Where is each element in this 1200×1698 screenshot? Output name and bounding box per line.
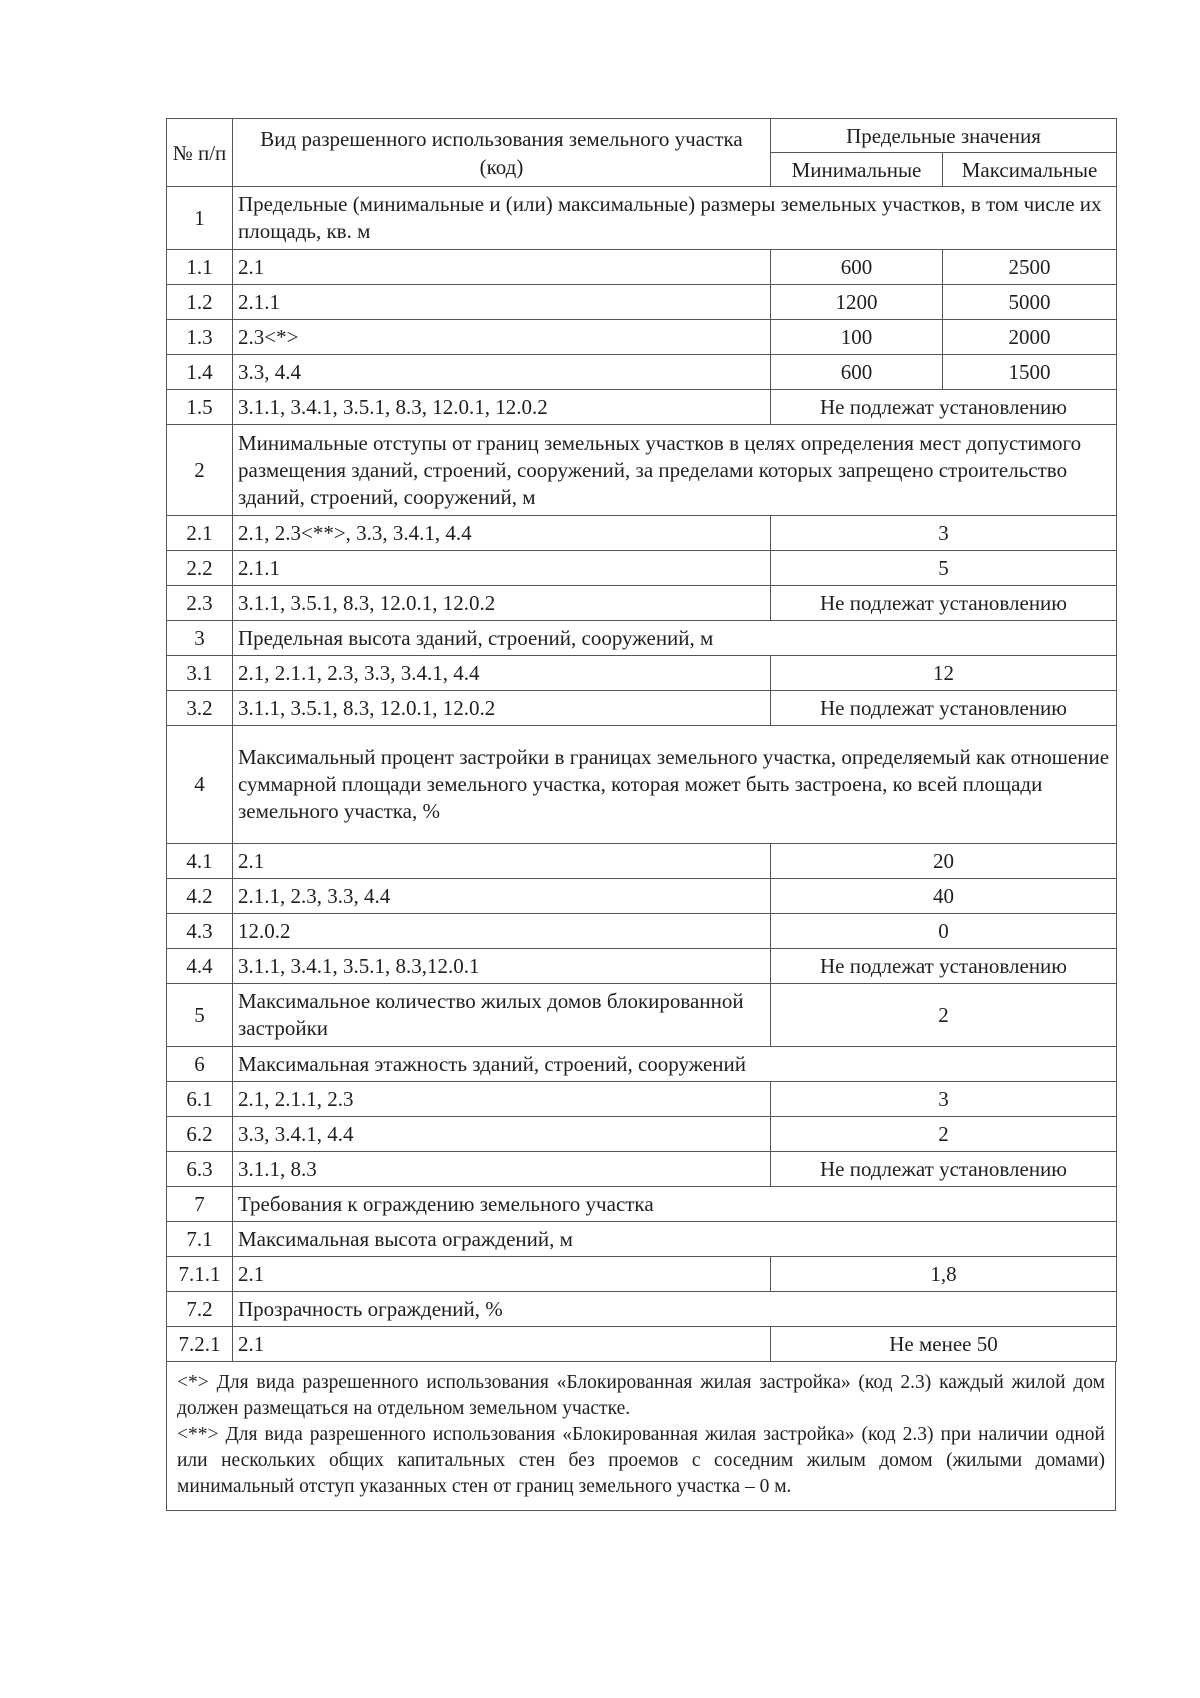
- section-title: Требования к ограждению земельного участка: [233, 1187, 1117, 1222]
- table-row: [167, 949, 1117, 984]
- table-row: [167, 1117, 1117, 1152]
- usage-code: 2.1, 2.1.1, 2.3: [233, 1082, 771, 1117]
- limit-value: 2: [771, 1117, 1117, 1152]
- max-value: 2500: [943, 250, 1117, 285]
- limit-value: Не подлежат установлению: [771, 390, 1117, 425]
- limit-value: 40: [771, 879, 1117, 914]
- usage-code: 2.1.1, 2.3, 3.3, 4.4: [233, 879, 771, 914]
- usage-code: 3.1.1, 3.5.1, 8.3, 12.0.1, 12.0.2: [233, 691, 771, 726]
- table-row: [167, 355, 1117, 390]
- row-number: 3.2: [167, 691, 233, 726]
- max-value: 2000: [943, 320, 1117, 355]
- table-row: [167, 914, 1117, 949]
- footnotes: [166, 1362, 1116, 1511]
- limit-value: Не подлежат установлению: [771, 1152, 1117, 1187]
- table-row: [167, 250, 1117, 285]
- section-title: Предельные (минимальные и (или) максимальные) размеры земельных участков, в том числе их площадь, кв. м: [233, 187, 1117, 250]
- table-row: [167, 1257, 1117, 1292]
- row-number: 1.5: [167, 390, 233, 425]
- max-value: 5000: [943, 285, 1117, 320]
- table-row: [167, 726, 1117, 844]
- usage-code: 2.1.1: [233, 285, 771, 320]
- row-number: 2: [167, 425, 233, 516]
- row-number: 6.2: [167, 1117, 233, 1152]
- row-number: 7.1: [167, 1222, 233, 1257]
- usage-code: 3.1.1, 3.4.1, 3.5.1, 8.3,12.0.1: [233, 949, 771, 984]
- limits-table: [166, 118, 1117, 1362]
- usage-code: 2.3<*>: [233, 320, 771, 355]
- table-row: [167, 1327, 1117, 1362]
- section-title: Максимальная этажность зданий, строений, сооружений: [233, 1047, 1117, 1082]
- limit-value: Не подлежат установлению: [771, 949, 1117, 984]
- max-value: 1500: [943, 355, 1117, 390]
- usage-code: 3.1.1, 8.3: [233, 1152, 771, 1187]
- row-number: 1.4: [167, 355, 233, 390]
- limit-value: 3: [771, 1082, 1117, 1117]
- table-row: [167, 1082, 1117, 1117]
- table-row: [167, 691, 1117, 726]
- section-title: Минимальные отступы от границ земельных участков в целях определения мест допустимого размещения зданий, строений, сооружений, за пределами которых запрещено строительство зданий, строений, сооружений, м: [233, 425, 1117, 516]
- table-row: [167, 390, 1117, 425]
- usage-code: 2.1: [233, 1257, 771, 1292]
- table-header-row: [167, 119, 1117, 153]
- row-number: 2.2: [167, 551, 233, 586]
- table-row: [167, 879, 1117, 914]
- table-row: [167, 621, 1117, 656]
- row-number: 5: [167, 984, 233, 1047]
- usage-code: 3.1.1, 3.5.1, 8.3, 12.0.1, 12.0.2: [233, 586, 771, 621]
- row-number: 7.1.1: [167, 1257, 233, 1292]
- row-number: 6.1: [167, 1082, 233, 1117]
- limit-value: 20: [771, 844, 1117, 879]
- row-number: 2.3: [167, 586, 233, 621]
- min-value: 1200: [771, 285, 943, 320]
- row-number: 1: [167, 187, 233, 250]
- section-title: Максимальная высота ограждений, м: [233, 1222, 1117, 1257]
- table-row: [167, 1152, 1117, 1187]
- header-max: Максимальные: [943, 153, 1117, 187]
- row-number: 7.2: [167, 1292, 233, 1327]
- table-row: [167, 656, 1117, 691]
- header-limit-values: Предельные значения: [771, 119, 1117, 153]
- row-number: 4: [167, 726, 233, 844]
- row-number: 4.2: [167, 879, 233, 914]
- table-row: [167, 1187, 1117, 1222]
- table-row: [167, 187, 1117, 250]
- table-row: [167, 1047, 1117, 1082]
- row-number: 7: [167, 1187, 233, 1222]
- usage-code: 2.1, 2.3<**>, 3.3, 3.4.1, 4.4: [233, 516, 771, 551]
- row-number: 7.2.1: [167, 1327, 233, 1362]
- table-row: [167, 844, 1117, 879]
- row-number: 1.2: [167, 285, 233, 320]
- row-number: 1.3: [167, 320, 233, 355]
- usage-code: 2.1, 2.1.1, 2.3, 3.3, 3.4.1, 4.4: [233, 656, 771, 691]
- table-row: [167, 285, 1117, 320]
- section-title: Прозрачность ограждений, %: [233, 1292, 1117, 1327]
- row-number: 3.1: [167, 656, 233, 691]
- header-usage-type: Вид разрешенного использования земельного участка (код): [233, 119, 771, 187]
- header-num: № п/п: [167, 119, 233, 187]
- min-value: 100: [771, 320, 943, 355]
- min-value: 600: [771, 355, 943, 390]
- row-number: 3: [167, 621, 233, 656]
- row-number: 1.1: [167, 250, 233, 285]
- table-row: [167, 1222, 1117, 1257]
- usage-code: 2.1: [233, 844, 771, 879]
- limit-value: 1,8: [771, 1257, 1117, 1292]
- min-value: 600: [771, 250, 943, 285]
- row-number: 4.3: [167, 914, 233, 949]
- table-row: [167, 1292, 1117, 1327]
- limit-value: Не менее 50: [771, 1327, 1117, 1362]
- limit-value: 12: [771, 656, 1117, 691]
- footnote-2: <**> Для вида разрешенного использования «Блокированная жилая застройка» (код 2.3) при наличии одной или нескольких общих капитальных стен без проемов с соседним жилым домом (жилыми домами) минимальный отступ указанных стен от границ земельного участка – 0 м.: [177, 1424, 1105, 1497]
- row-number: 6: [167, 1047, 233, 1082]
- limit-value: 0: [771, 914, 1117, 949]
- limit-value: Не подлежат установлению: [771, 691, 1117, 726]
- usage-code: 2.1: [233, 1327, 771, 1362]
- document-page: [166, 118, 1116, 1511]
- usage-code: Максимальное количество жилых домов блокированной застройки: [233, 984, 771, 1047]
- usage-code: 3.1.1, 3.4.1, 3.5.1, 8.3, 12.0.1, 12.0.2: [233, 390, 771, 425]
- row-number: 2.1: [167, 516, 233, 551]
- usage-code: 3.3, 3.4.1, 4.4: [233, 1117, 771, 1152]
- section-title: Предельная высота зданий, строений, сооружений, м: [233, 621, 1117, 656]
- limit-value: 5: [771, 551, 1117, 586]
- usage-code: 2.1.1: [233, 551, 771, 586]
- usage-code: 3.3, 4.4: [233, 355, 771, 390]
- table-row: [167, 516, 1117, 551]
- limit-value: 2: [771, 984, 1117, 1047]
- table-row: [167, 984, 1117, 1047]
- usage-code: 2.1: [233, 250, 771, 285]
- section-title: Максимальный процент застройки в границах земельного участка, определяемый как отношение суммарной площади земельного участка, которая может быть застроена, ко всей площади земельного участка, %: [233, 726, 1117, 844]
- limit-value: Не подлежат установлению: [771, 586, 1117, 621]
- table-row: [167, 551, 1117, 586]
- table-row: [167, 320, 1117, 355]
- row-number: 6.3: [167, 1152, 233, 1187]
- table-row: [167, 425, 1117, 516]
- usage-code: 12.0.2: [233, 914, 771, 949]
- table-row: [167, 586, 1117, 621]
- row-number: 4.1: [167, 844, 233, 879]
- header-min: Минимальные: [771, 153, 943, 187]
- limit-value: 3: [771, 516, 1117, 551]
- row-number: 4.4: [167, 949, 233, 984]
- footnote-1: <*> Для вида разрешенного использования «Блокированная жилая застройка» (код 2.3) каждый жилой дом должен размещаться на отдельном земельном участке.: [177, 1372, 1105, 1419]
